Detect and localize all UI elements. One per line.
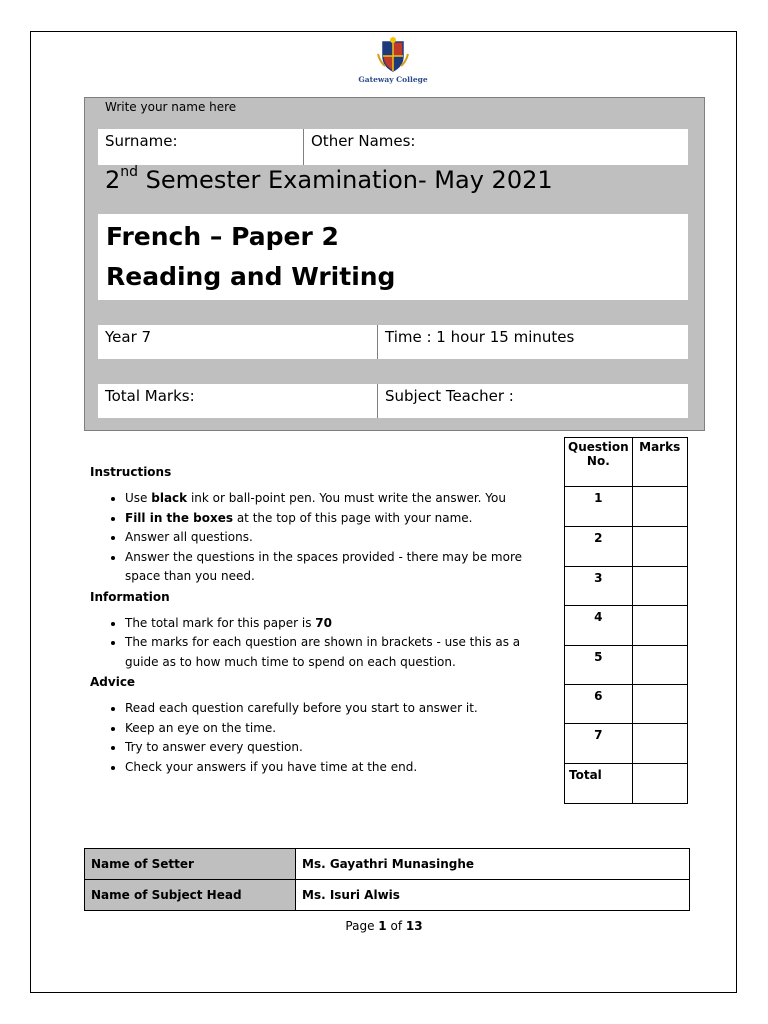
year-label: Year 7	[105, 328, 152, 346]
list-item: • The total mark for this paper is 70	[125, 614, 550, 634]
question-number: 7	[565, 724, 633, 764]
marks-cell[interactable]	[632, 567, 687, 606]
surname-field[interactable]	[98, 129, 304, 165]
marks-cell[interactable]	[632, 527, 687, 567]
other-names-label: Other Names:	[311, 132, 416, 150]
question-number: 6	[565, 685, 633, 724]
instructions-heading: Instructions	[90, 465, 172, 479]
marks-cell[interactable]	[632, 606, 687, 646]
time-cell	[378, 325, 688, 359]
other-names-field[interactable]	[304, 129, 688, 165]
subject-teacher-label: Subject Teacher :	[385, 387, 514, 405]
question-number: 1	[565, 487, 633, 527]
exam-ordinal-suffix: nd	[120, 164, 139, 180]
marks-cell[interactable]	[632, 685, 687, 724]
page-word: Page	[345, 919, 379, 933]
question-number: 4	[565, 606, 633, 646]
list-item: • Check your answers if you have time at the end.	[125, 758, 550, 778]
subject-head-value: Ms. Isuri Alwis	[296, 880, 690, 911]
exam-ordinal: 2	[105, 166, 121, 194]
staff-table	[84, 848, 690, 911]
exam-title	[105, 166, 553, 194]
of-word: of	[386, 919, 406, 933]
list-item: • Read each question carefully before you start to answer it.	[125, 699, 550, 719]
instructions-section	[90, 462, 550, 777]
question-number: 3	[565, 567, 633, 606]
marks-cell[interactable]	[632, 724, 687, 764]
list-item: • Answer all questions.	[125, 528, 550, 548]
marks-cell[interactable]	[632, 487, 687, 527]
list-item: • Use black ink or ball-point pen. You must write the answer. You	[125, 489, 550, 509]
total-marks-label: Total Marks:	[105, 387, 195, 405]
subject-teacher-field[interactable]	[378, 384, 688, 418]
name-row	[98, 129, 688, 165]
advice-heading: Advice	[90, 675, 136, 689]
year-cell	[98, 325, 378, 359]
question-number: 5	[565, 646, 633, 685]
advice-list	[90, 699, 550, 777]
crest-icon	[375, 36, 411, 74]
list-item: • Answer the questions in the spaces provided - there may be more space than you need.	[125, 548, 550, 587]
marks-table	[564, 437, 688, 804]
marks-teacher-row	[98, 384, 688, 418]
question-number: 2	[565, 527, 633, 567]
candidate-header-box	[84, 97, 705, 431]
marks-header: Marks	[632, 438, 687, 487]
total-label: Total	[565, 764, 633, 804]
subject-title: French – Paper 2	[106, 222, 339, 251]
list-item: • Try to answer every question.	[125, 738, 550, 758]
list-item: • The marks for each question are shown in brackets - use this as a guide as to how much time to spend on each question.	[125, 633, 550, 672]
exam-title-text: Semester Examination- May 2021	[138, 166, 553, 194]
page-number: 1	[378, 919, 387, 933]
page-total: 13	[405, 919, 423, 933]
year-time-row	[98, 325, 688, 359]
instructions-list	[90, 489, 550, 587]
marks-cell[interactable]	[632, 646, 687, 685]
question-no-header: Question No.	[565, 438, 633, 487]
list-item: • Fill in the boxes at the top of this page with your name.	[125, 509, 550, 529]
setter-value: Ms. Gayathri Munasinghe	[296, 849, 690, 880]
total-marks-field[interactable]	[98, 384, 378, 418]
college-name: Gateway College	[358, 75, 428, 84]
list-item: • Keep an eye on the time.	[125, 719, 550, 739]
information-heading: Information	[90, 589, 170, 604]
subject-subtitle: Reading and Writing	[106, 262, 396, 291]
college-logo	[358, 36, 428, 84]
table-row	[85, 880, 690, 911]
subject-head-label: Name of Subject Head	[85, 880, 296, 911]
name-prompt: Write your name here	[105, 100, 237, 114]
subject-box	[98, 214, 688, 300]
table-row	[85, 849, 690, 880]
setter-label: Name of Setter	[85, 849, 296, 880]
information-list	[90, 614, 550, 673]
time-label: Time : 1 hour 15 minutes	[385, 328, 575, 346]
surname-label: Surname:	[105, 132, 178, 150]
page-footer	[0, 919, 768, 933]
total-marks-cell[interactable]	[632, 764, 687, 804]
